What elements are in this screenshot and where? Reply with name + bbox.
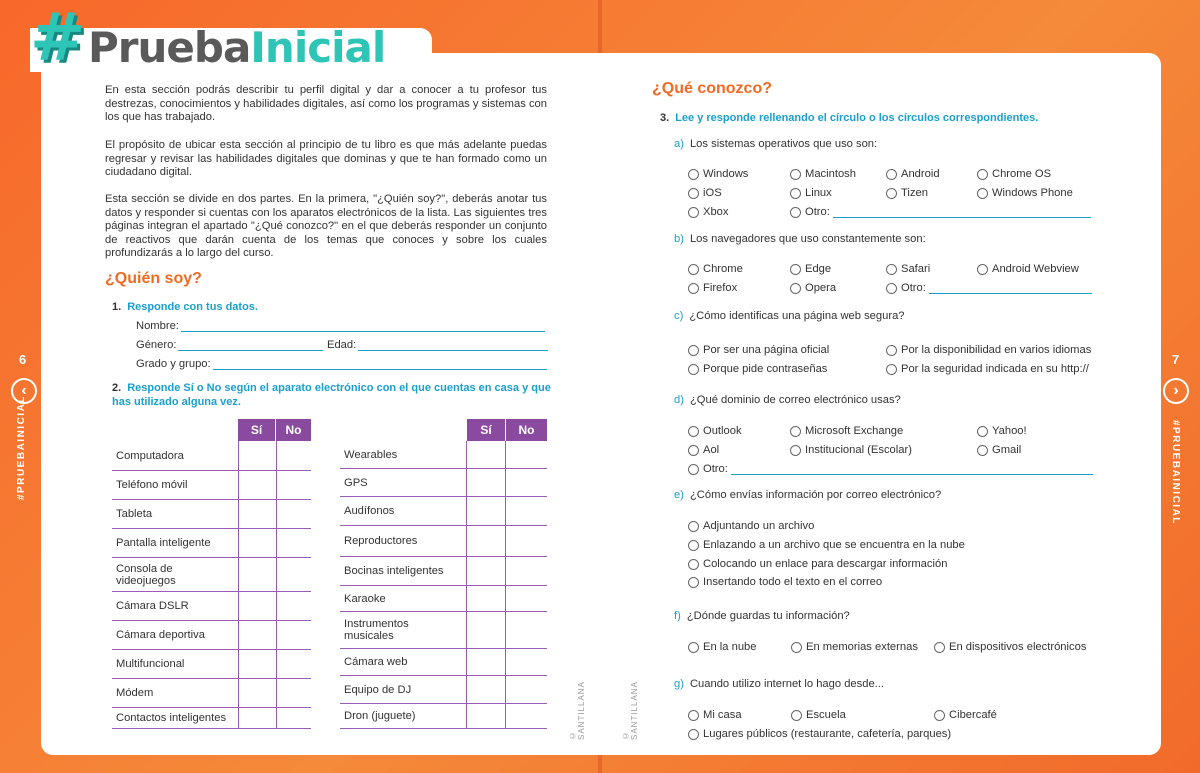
option-label: Aol: [703, 444, 720, 456]
question-text: Los navegadores que uso constantemente son:: [689, 233, 926, 245]
device-label: Instrumentos musicales: [344, 618, 409, 642]
answer-cell-yes[interactable]: [239, 650, 275, 679]
section-title-que-conozco: ¿Qué conozco?: [652, 80, 772, 97]
radio-circle-icon[interactable]: [790, 445, 801, 456]
device-label: Cámara DSLR: [116, 600, 189, 612]
option-label: Linux: [805, 187, 832, 199]
answer-cell-yes[interactable]: [467, 612, 504, 649]
question-b: [674, 233, 926, 245]
option-label: Institucional (Escolar): [805, 444, 912, 456]
option-g-0[interactable]: [688, 709, 742, 721]
table-header-no-right: No: [506, 419, 547, 441]
answer-cell-yes[interactable]: [239, 500, 275, 529]
question-letter: a): [674, 138, 684, 150]
answer-cell-yes[interactable]: [239, 529, 275, 558]
next-page-button[interactable]: [1163, 378, 1189, 404]
option-label: Xbox: [703, 206, 729, 218]
device-label: Audífonos: [344, 505, 395, 517]
copyright-left: © SANTILLANA: [568, 681, 586, 740]
option-d-3[interactable]: [688, 444, 719, 456]
other-input-line[interactable]: [731, 464, 1093, 475]
radio-circle-icon[interactable]: [688, 521, 699, 532]
radio-circle-icon[interactable]: [790, 283, 801, 294]
option-e-1[interactable]: [688, 539, 965, 551]
answer-cell-no[interactable]: [277, 679, 311, 708]
radio-circle-icon[interactable]: [934, 642, 945, 653]
option-label: Otro:: [901, 282, 926, 294]
radio-circle-icon[interactable]: [688, 540, 699, 551]
question-text: ¿Cómo envías información por correo electrónico?: [689, 489, 942, 501]
radio-circle-icon[interactable]: [977, 264, 988, 275]
option-e-0[interactable]: [688, 520, 814, 532]
chevron-left-icon: ‹: [21, 382, 27, 399]
answer-cell-yes[interactable]: [467, 586, 504, 612]
option-c-0[interactable]: [688, 344, 829, 356]
answer-cell-yes[interactable]: [467, 649, 504, 676]
option-a-5[interactable]: [790, 187, 832, 199]
name-field[interactable]: Nombre:: [136, 318, 545, 332]
option-b-2[interactable]: [886, 263, 930, 275]
answer-cell-no[interactable]: [277, 592, 311, 621]
answer-cell-no[interactable]: [506, 497, 547, 526]
option-label: Escuela: [806, 709, 846, 721]
option-label: Insertando todo el texto en el correo: [703, 576, 883, 588]
radio-circle-icon[interactable]: [934, 710, 945, 721]
option-b-4[interactable]: [688, 282, 737, 294]
option-b-6[interactable]: [886, 282, 1092, 294]
table-header-no-left: No: [276, 419, 311, 441]
intro-paragraph-2: El propósito de ubicar esta sección al principio de tu libro es que más adelante puedas regresar y revisar las habilidades digitales que dominas y que te han formado como un ciudadano digital.: [105, 139, 547, 178]
answer-cell-no[interactable]: [277, 708, 311, 729]
device-label: Dron (juguete): [344, 710, 416, 722]
option-label: En memorias externas: [806, 641, 918, 653]
question-text: Los sistemas operativos que uso son:: [689, 138, 878, 150]
radio-circle-icon[interactable]: [688, 464, 699, 475]
option-a-1[interactable]: [790, 168, 856, 180]
radio-circle-icon[interactable]: [977, 188, 988, 199]
question-letter: g): [674, 678, 684, 690]
radio-circle-icon[interactable]: [977, 426, 988, 437]
radio-circle-icon[interactable]: [886, 283, 897, 294]
answer-cell-yes[interactable]: [467, 469, 504, 497]
question-2: 2. Responde Sí o No según el aparato electrónico con el que cuentas en casa y que has utilizado alguna vez.: [112, 382, 551, 408]
option-b-0[interactable]: [688, 263, 743, 275]
radio-circle-icon[interactable]: [886, 345, 897, 356]
option-f-0[interactable]: [688, 641, 757, 653]
other-input-line[interactable]: [833, 207, 1091, 218]
radio-circle-icon[interactable]: [977, 169, 988, 180]
option-label: Android Webview: [992, 263, 1079, 275]
grade-field[interactable]: Grado y grupo:: [136, 356, 547, 370]
option-label: Yahoo!: [992, 425, 1027, 437]
question-text: ¿Qué dominio de correo electrónico usas?: [689, 394, 901, 406]
question-letter: d): [674, 394, 684, 406]
option-a-6[interactable]: [886, 187, 928, 199]
option-a-7[interactable]: [977, 187, 1073, 199]
page-number-left: 6: [19, 352, 27, 367]
question-text: Cuando utilizo internet lo hago desde...: [689, 678, 885, 690]
radio-circle-icon[interactable]: [688, 445, 699, 456]
question-1: 1. Responde con tus datos.: [112, 301, 258, 313]
grade-input-line[interactable]: [213, 358, 547, 370]
option-a-4[interactable]: [688, 187, 722, 199]
device-label: Karaoke: [344, 592, 386, 605]
radio-circle-icon[interactable]: [688, 283, 699, 294]
answer-cell-no[interactable]: [506, 526, 547, 557]
page-title: PruebaInicial: [88, 23, 386, 72]
question-d: [674, 394, 901, 406]
question-letter: e): [674, 489, 684, 501]
device-label: Módem: [116, 687, 154, 699]
radio-circle-icon[interactable]: [791, 642, 802, 653]
option-b-1[interactable]: [790, 263, 831, 275]
option-label: Enlazando a un archivo que se encuentra en la nube: [703, 539, 965, 551]
answer-cell-yes[interactable]: [467, 441, 504, 469]
option-label: Firefox: [703, 282, 738, 294]
option-b-5[interactable]: [790, 282, 836, 294]
option-label: Microsoft Exchange: [805, 425, 904, 437]
option-label: En la nube: [703, 641, 757, 653]
device-label: Bocinas inteligentes: [344, 565, 444, 577]
option-e-3[interactable]: [688, 576, 882, 588]
option-label: En dispositivos electrónicos: [949, 641, 1087, 653]
device-label: Consola de videojuegos: [116, 562, 176, 587]
question-text: ¿Cómo identificas una página web segura?: [689, 310, 905, 322]
intro-paragraph-3: Esta sección se divide en dos partes. En la primera, "¿Quién soy?", deberás anotar tus datos y responder si cuentas con los aparatos electrónicos de la lista. Las siguientes tres páginas integran el apartado "¿Qué conozco?" en el que deberás responder un conjunto de reactivos que darán cuenta de los temas que conoces y sobre los cuales profundizarás a lo largo del curso.: [105, 193, 547, 259]
option-c-3[interactable]: [886, 363, 1089, 375]
option-label: Adjuntando un archivo: [703, 520, 815, 532]
answer-cell-no[interactable]: [506, 441, 547, 469]
radio-circle-icon[interactable]: [790, 188, 801, 199]
option-d-0[interactable]: [688, 425, 742, 437]
radio-circle-icon[interactable]: [886, 169, 897, 180]
option-c-1[interactable]: [886, 344, 1091, 356]
question-letter: f): [674, 610, 681, 622]
device-label: Wearables: [344, 448, 398, 461]
answer-cell-yes[interactable]: [239, 621, 275, 650]
table-header-yes-right: Sí: [467, 419, 505, 441]
option-c-2[interactable]: [688, 363, 827, 375]
section-title-quien-soy: ¿Quién soy?: [105, 270, 202, 287]
answer-cell-no[interactable]: [277, 558, 311, 592]
device-label: Cámara deportiva: [116, 629, 205, 641]
device-label: Reproductores: [344, 535, 418, 547]
hashtag-logo: #: [30, 0, 86, 76]
option-e-2[interactable]: [688, 558, 947, 570]
gender-input-line[interactable]: [178, 339, 323, 351]
table-divider: [238, 441, 239, 729]
answer-cell-no[interactable]: [277, 621, 311, 650]
question-a: [674, 138, 877, 150]
option-label: Cibercafé: [949, 709, 997, 721]
option-label: Macintosh: [805, 168, 856, 180]
question-letter: c): [674, 310, 684, 322]
option-label: Outlook: [703, 425, 742, 437]
age-field[interactable]: Edad:: [327, 337, 548, 351]
question-e: [674, 489, 941, 501]
radio-circle-icon[interactable]: [688, 642, 699, 653]
radio-circle-icon[interactable]: [688, 559, 699, 570]
radio-circle-icon[interactable]: [791, 710, 802, 721]
answer-cell-yes[interactable]: [467, 497, 504, 526]
radio-circle-icon[interactable]: [790, 169, 801, 180]
intro-paragraph-1: En esta sección podrás describir tu perfil digital y dar a conocer a tu profesor tus destrezas, conocimientos y habilidades digitales, así como los programas y sistemas con los que has trabajado.: [105, 84, 547, 123]
radio-circle-icon[interactable]: [790, 207, 801, 218]
answer-cell-no[interactable]: [506, 676, 547, 704]
question-f: [674, 610, 850, 622]
option-label: Tizen: [901, 187, 928, 199]
radio-circle-icon[interactable]: [688, 710, 699, 721]
device-label: Pantalla inteligente: [116, 537, 211, 549]
radio-circle-icon[interactable]: [977, 445, 988, 456]
radio-circle-icon[interactable]: [688, 729, 699, 740]
radio-circle-icon[interactable]: [886, 364, 897, 375]
option-label: Chrome: [703, 263, 743, 275]
option-d-4[interactable]: [790, 444, 912, 456]
option-label: Windows Phone: [992, 187, 1073, 199]
option-label: Lugares públicos (restaurante, cafetería, parques): [703, 728, 952, 740]
option-label: Mi casa: [703, 709, 742, 721]
answer-cell-yes[interactable]: [239, 708, 275, 729]
answer-cell-yes[interactable]: [239, 442, 275, 471]
option-label: Colocando un enlace para descargar información: [703, 558, 948, 570]
table-divider: [276, 441, 277, 729]
answer-cell-no[interactable]: [277, 471, 311, 500]
option-d-5[interactable]: [977, 444, 1021, 456]
option-label: Porque pide contraseñas: [703, 363, 828, 375]
option-label: iOS: [703, 187, 722, 199]
option-label: Windows: [703, 168, 749, 180]
radio-circle-icon[interactable]: [688, 345, 699, 356]
device-label: GPS: [344, 476, 368, 489]
table-divider: [505, 441, 506, 729]
option-label: Edge: [805, 263, 832, 275]
table-divider: [466, 441, 467, 729]
question-text: ¿Dónde guardas tu información?: [686, 610, 850, 622]
answer-cell-no[interactable]: [277, 529, 311, 558]
page-number-right: 7: [1172, 352, 1180, 367]
option-a-9[interactable]: [790, 206, 1091, 218]
option-a-0[interactable]: [688, 168, 748, 180]
option-g-2[interactable]: [934, 709, 997, 721]
answer-cell-no[interactable]: [506, 557, 547, 586]
option-a-3[interactable]: [977, 168, 1051, 180]
other-input-line[interactable]: [929, 283, 1092, 294]
option-d-6[interactable]: [688, 463, 1093, 475]
answer-cell-no[interactable]: [506, 612, 547, 649]
option-g-1[interactable]: [791, 709, 846, 721]
option-label: Otro:: [805, 206, 830, 218]
option-label: Opera: [805, 282, 837, 294]
answer-cell-no[interactable]: [506, 469, 547, 497]
device-label: Contactos inteligentes: [116, 712, 227, 724]
option-label: Android: [901, 168, 940, 180]
radio-circle-icon[interactable]: [688, 207, 699, 218]
device-label: Cámara web: [344, 656, 408, 668]
option-d-2[interactable]: [977, 425, 1027, 437]
option-f-2[interactable]: [934, 641, 1086, 653]
answer-cell-no[interactable]: [277, 442, 311, 471]
option-label: Safari: [901, 263, 931, 275]
question-3: 3. Lee y responde rellenando el círculo o los círculos correspondientes.: [660, 112, 1039, 124]
answer-cell-yes[interactable]: [239, 558, 275, 592]
answer-cell-no[interactable]: [506, 649, 547, 676]
radio-circle-icon[interactable]: [688, 169, 699, 180]
radio-circle-icon[interactable]: [790, 426, 801, 437]
question-g: [674, 678, 884, 690]
answer-cell-yes[interactable]: [467, 526, 504, 557]
question-c: [674, 310, 905, 322]
option-label: Por la seguridad indicada en su http://: [901, 363, 1089, 375]
option-a-8[interactable]: [688, 206, 729, 218]
answer-cell-no[interactable]: [506, 586, 547, 612]
radio-circle-icon[interactable]: [886, 264, 897, 275]
question-letter: b): [674, 233, 684, 245]
radio-circle-icon[interactable]: [790, 264, 801, 275]
option-g-3[interactable]: [688, 728, 951, 740]
radio-circle-icon[interactable]: [688, 577, 699, 588]
option-label: Chrome OS: [992, 168, 1052, 180]
device-label: Equipo de DJ: [344, 683, 412, 696]
device-label: Tableta: [116, 508, 153, 520]
radio-circle-icon[interactable]: [886, 188, 897, 199]
radio-circle-icon[interactable]: [688, 188, 699, 199]
name-input-line[interactable]: [181, 320, 545, 332]
table-header-yes-left: Sí: [238, 419, 275, 441]
side-label-left: #PRUEBAINICIAL: [16, 395, 27, 500]
answer-cell-no[interactable]: [277, 500, 311, 529]
answer-cell-yes[interactable]: [239, 592, 275, 621]
option-b-3[interactable]: [977, 263, 1079, 275]
answer-cell-yes[interactable]: [239, 679, 275, 708]
age-input-line[interactable]: [358, 339, 548, 351]
option-label: Por ser una página oficial: [703, 344, 830, 356]
option-label: Gmail: [992, 444, 1022, 456]
device-label: Teléfono móvil: [116, 479, 188, 491]
option-label: Otro:: [703, 463, 728, 475]
device-label: Multifuncional: [116, 658, 185, 670]
answer-cell-yes[interactable]: [239, 471, 275, 500]
answer-cell-yes[interactable]: [467, 704, 504, 729]
answer-cell-no[interactable]: [506, 704, 547, 729]
gender-field[interactable]: Género:: [136, 337, 323, 351]
answer-cell-yes[interactable]: [467, 557, 504, 586]
answer-cell-no[interactable]: [277, 650, 311, 679]
chevron-right-icon: ›: [1173, 382, 1179, 399]
side-label-right: #PRUEBAINICIAL: [1170, 420, 1181, 525]
option-d-1[interactable]: [790, 425, 903, 437]
answer-cell-yes[interactable]: [467, 676, 504, 704]
option-a-2[interactable]: [886, 168, 940, 180]
radio-circle-icon[interactable]: [688, 426, 699, 437]
radio-circle-icon[interactable]: [688, 264, 699, 275]
copyright-right: © SANTILLANA: [621, 681, 639, 740]
radio-circle-icon[interactable]: [688, 364, 699, 375]
option-label: Por la disponibilidad en varios idiomas: [901, 344, 1092, 356]
device-label: Computadora: [116, 450, 184, 462]
option-f-1[interactable]: [791, 641, 918, 653]
